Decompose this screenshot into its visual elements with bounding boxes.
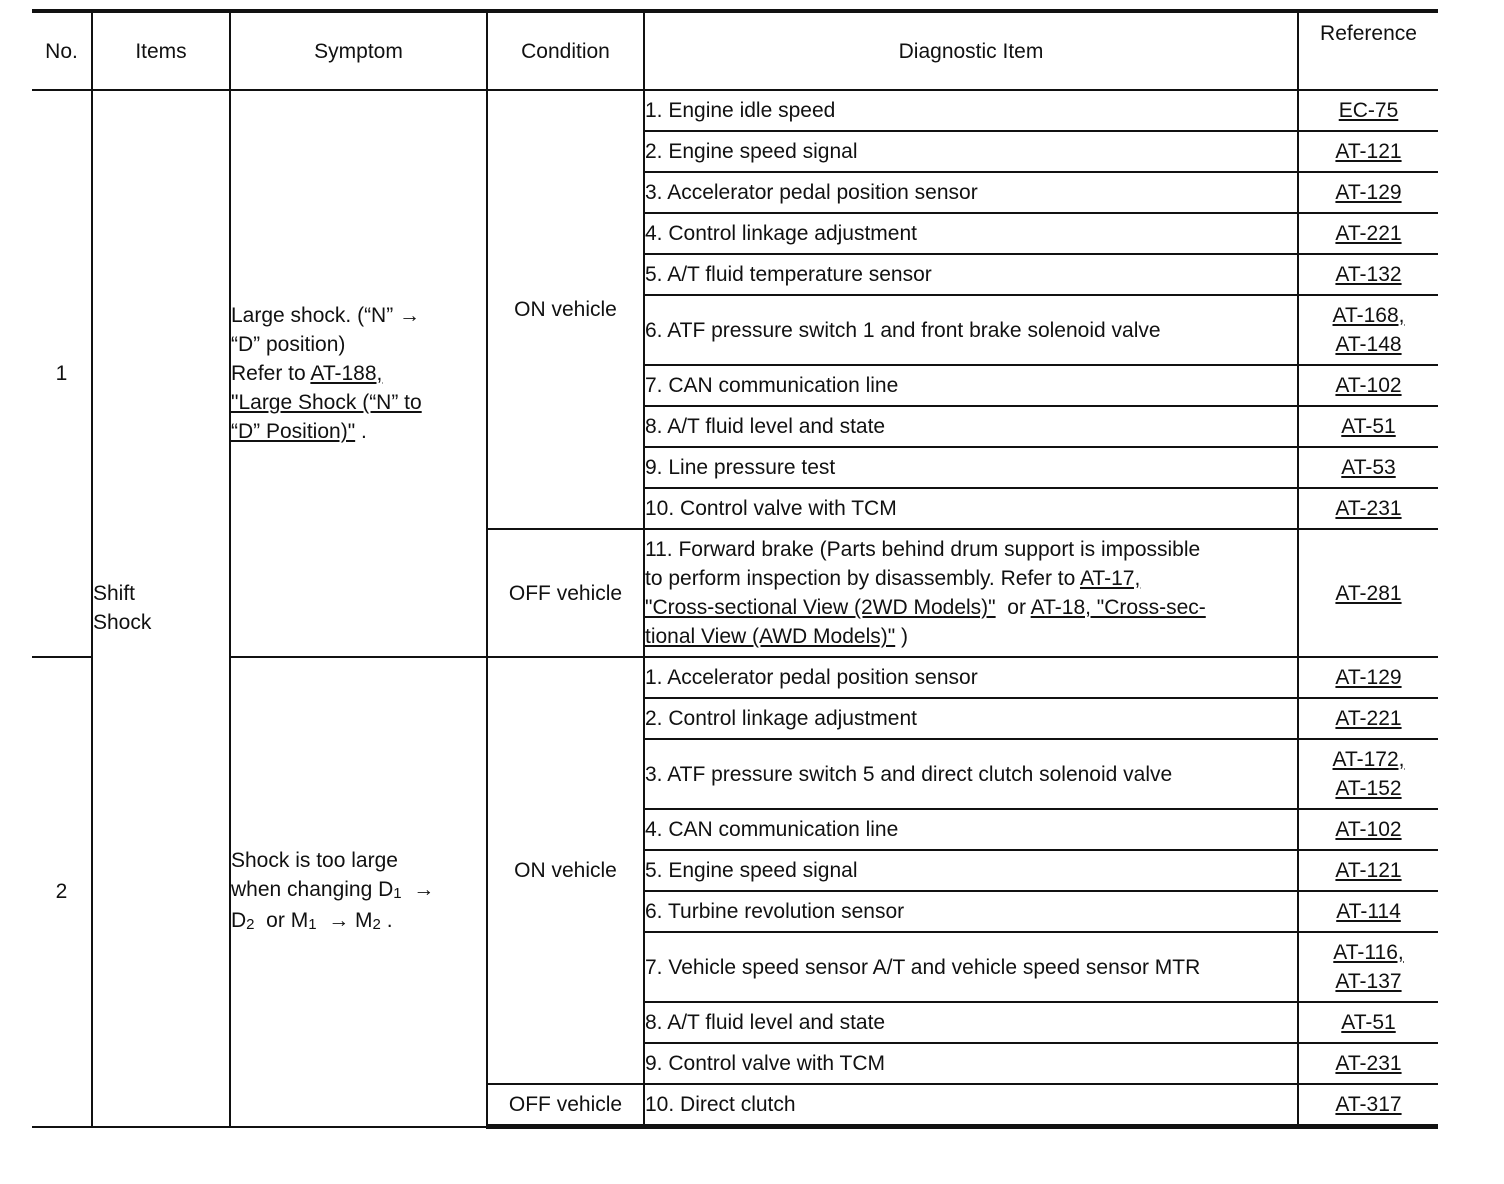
condition-cell: ON vehicle bbox=[487, 657, 644, 1084]
items-cell bbox=[92, 90, 230, 1127]
symptom-text: Refer to bbox=[231, 362, 311, 385]
row-number: 1 bbox=[32, 90, 92, 657]
diagnostic-item: 7. Vehicle speed sensor A/T and vehicle speed sensor MTR bbox=[644, 932, 1298, 1002]
diagnostic-item: 8. A/T fluid level and state bbox=[644, 1002, 1298, 1043]
symptom-line: “D” position) bbox=[231, 333, 346, 356]
symptom-line bbox=[231, 417, 486, 446]
reference-cell bbox=[1298, 850, 1438, 891]
items-label-line: Shift bbox=[93, 582, 136, 606]
diagnostic-item bbox=[644, 529, 1298, 657]
reference-link[interactable]: AT-231 bbox=[1335, 1052, 1402, 1075]
reference-link[interactable]: AT-51 bbox=[1341, 1011, 1396, 1034]
symptom-line bbox=[231, 388, 486, 417]
reference-link[interactable]: AT-116, bbox=[1333, 941, 1404, 964]
row-number: 2 bbox=[32, 657, 92, 1127]
reference-cell bbox=[1298, 698, 1438, 739]
reference-cell bbox=[1298, 488, 1438, 529]
reference-link[interactable]: AT-53 bbox=[1341, 456, 1396, 479]
reference-link[interactable]: AT-132 bbox=[1335, 263, 1402, 286]
reference-link[interactable]: AT-221 bbox=[1335, 222, 1402, 245]
reference-link[interactable]: AT-148 bbox=[1335, 333, 1402, 356]
reference-cell bbox=[1298, 932, 1438, 1002]
diagnostic-item: 10. Direct clutch bbox=[644, 1084, 1298, 1127]
reference-link[interactable]: AT-129 bbox=[1335, 666, 1402, 689]
reference-link[interactable]: AT-121 bbox=[1335, 140, 1402, 163]
reference-cell bbox=[1298, 213, 1438, 254]
reference-cell bbox=[1298, 295, 1438, 365]
reference-cell bbox=[1298, 254, 1438, 295]
diagnostic-line: 11. Forward brake (Parts behind drum support is impossible bbox=[645, 538, 1201, 561]
diagnostic-line bbox=[645, 564, 1297, 593]
reference-link[interactable]: AT-172, bbox=[1332, 748, 1405, 771]
reference-link[interactable]: AT-281 bbox=[1335, 581, 1402, 605]
reference-cell bbox=[1298, 447, 1438, 488]
diagnostic-item: 7. CAN communication line bbox=[644, 365, 1298, 406]
reference-link[interactable]: AT-102 bbox=[1335, 818, 1402, 841]
diagnostic-item: 1. Accelerator pedal position sensor bbox=[644, 657, 1298, 698]
header-condition: Condition bbox=[487, 11, 644, 90]
reference-cell bbox=[1298, 529, 1438, 657]
header-items: Items bbox=[92, 11, 230, 90]
diagnostic-text: ) bbox=[895, 625, 909, 648]
reference-link[interactable]: AT-102 bbox=[1335, 374, 1402, 397]
diagnostic-text: to perform inspection by disassembly. Refer to bbox=[645, 567, 1080, 590]
reference-link[interactable]: AT-18, "Cross-sec- bbox=[1030, 596, 1206, 619]
symptom-cell bbox=[230, 657, 487, 1127]
diagnostic-item: 5. Engine speed signal bbox=[644, 850, 1298, 891]
reference-cell bbox=[1298, 891, 1438, 932]
reference-cell bbox=[1298, 1002, 1438, 1043]
reference-link[interactable]: AT-231 bbox=[1335, 497, 1402, 520]
diagnostic-item: 6. Turbine revolution sensor bbox=[644, 891, 1298, 932]
items-label-line: Shock bbox=[93, 611, 152, 635]
table-row bbox=[32, 90, 1438, 131]
reference-cell bbox=[1298, 809, 1438, 850]
reference-cell bbox=[1298, 131, 1438, 172]
reference-link[interactable]: AT-152 bbox=[1335, 777, 1402, 800]
reference-cell bbox=[1298, 1043, 1438, 1084]
reference-cell bbox=[1298, 657, 1438, 698]
reference-link[interactable]: AT-51 bbox=[1341, 415, 1396, 438]
condition-cell: OFF vehicle bbox=[487, 1084, 644, 1127]
reference-cell bbox=[1298, 365, 1438, 406]
condition-cell: ON vehicle bbox=[487, 90, 644, 529]
condition-cell: OFF vehicle bbox=[487, 529, 644, 657]
reference-link[interactable]: AT-114 bbox=[1336, 900, 1401, 923]
reference-link[interactable]: "Large Shock (“N” to bbox=[231, 391, 422, 414]
diagnostic-item: 2. Engine speed signal bbox=[644, 131, 1298, 172]
reference-link[interactable]: tional View (AWD Models)" bbox=[645, 625, 896, 648]
diagnostic-item: 2. Control linkage adjustment bbox=[644, 698, 1298, 739]
symptom-line: when changing D1 → bbox=[231, 878, 435, 903]
symptom-text: . bbox=[355, 420, 367, 443]
symptom-line: D2 or M1 → M2 . bbox=[231, 909, 393, 934]
reference-link[interactable]: “D” Position)" bbox=[231, 420, 356, 443]
diagnostic-item: 3. ATF pressure switch 5 and direct clutch solenoid valve bbox=[644, 739, 1298, 809]
symptom-cell bbox=[230, 90, 487, 657]
diagnostic-item: 1. Engine idle speed bbox=[644, 90, 1298, 131]
diagnostic-item: 8. A/T fluid level and state bbox=[644, 406, 1298, 447]
diagnostic-item: 4. Control linkage adjustment bbox=[644, 213, 1298, 254]
reference-cell bbox=[1298, 406, 1438, 447]
diagnostic-item: 10. Control valve with TCM bbox=[644, 488, 1298, 529]
header-symptom: Symptom bbox=[230, 11, 487, 90]
reference-link[interactable]: AT-188, bbox=[310, 362, 383, 385]
diagnostic-line bbox=[645, 593, 1297, 622]
reference-link[interactable]: AT-129 bbox=[1335, 181, 1402, 204]
reference-cell bbox=[1298, 90, 1438, 131]
reference-cell bbox=[1298, 172, 1438, 213]
table-row bbox=[32, 657, 1438, 698]
reference-link[interactable]: "Cross-sectional View (2WD Models)" bbox=[645, 596, 996, 619]
header-row bbox=[32, 11, 1438, 90]
diagnosis-table-sheet bbox=[32, 9, 1438, 1129]
reference-link[interactable]: AT-317 bbox=[1335, 1093, 1402, 1116]
header-reference: Reference bbox=[1298, 11, 1438, 90]
reference-cell bbox=[1298, 1084, 1438, 1127]
reference-link[interactable]: EC-75 bbox=[1338, 99, 1399, 122]
symptom-diagnosis-table bbox=[32, 9, 1438, 1129]
reference-link[interactable]: AT-137 bbox=[1335, 970, 1402, 993]
symptom-line bbox=[231, 359, 486, 388]
diagnostic-item: 5. A/T fluid temperature sensor bbox=[644, 254, 1298, 295]
reference-link[interactable]: AT-121 bbox=[1335, 859, 1402, 882]
symptom-line: Shock is too large bbox=[231, 849, 398, 873]
diagnostic-item: 9. Control valve with TCM bbox=[644, 1043, 1298, 1084]
header-no: No. bbox=[32, 11, 92, 90]
diagnostic-line bbox=[645, 622, 1297, 651]
reference-link[interactable]: AT-221 bbox=[1335, 707, 1402, 730]
reference-cell bbox=[1298, 739, 1438, 809]
diagnostic-item: 4. CAN communication line bbox=[644, 809, 1298, 850]
diagnostic-item: 6. ATF pressure switch 1 and front brake solenoid valve bbox=[644, 295, 1298, 365]
symptom-line: Large shock. (“N” → bbox=[231, 304, 421, 327]
diagnostic-item: 3. Accelerator pedal position sensor bbox=[644, 172, 1298, 213]
reference-link[interactable]: AT-17, bbox=[1079, 567, 1141, 590]
header-diagnostic-item: Diagnostic Item bbox=[644, 11, 1298, 90]
diagnostic-item: 9. Line pressure test bbox=[644, 447, 1298, 488]
diagnostic-text: or bbox=[995, 596, 1031, 619]
reference-link[interactable]: AT-168, bbox=[1332, 304, 1405, 327]
